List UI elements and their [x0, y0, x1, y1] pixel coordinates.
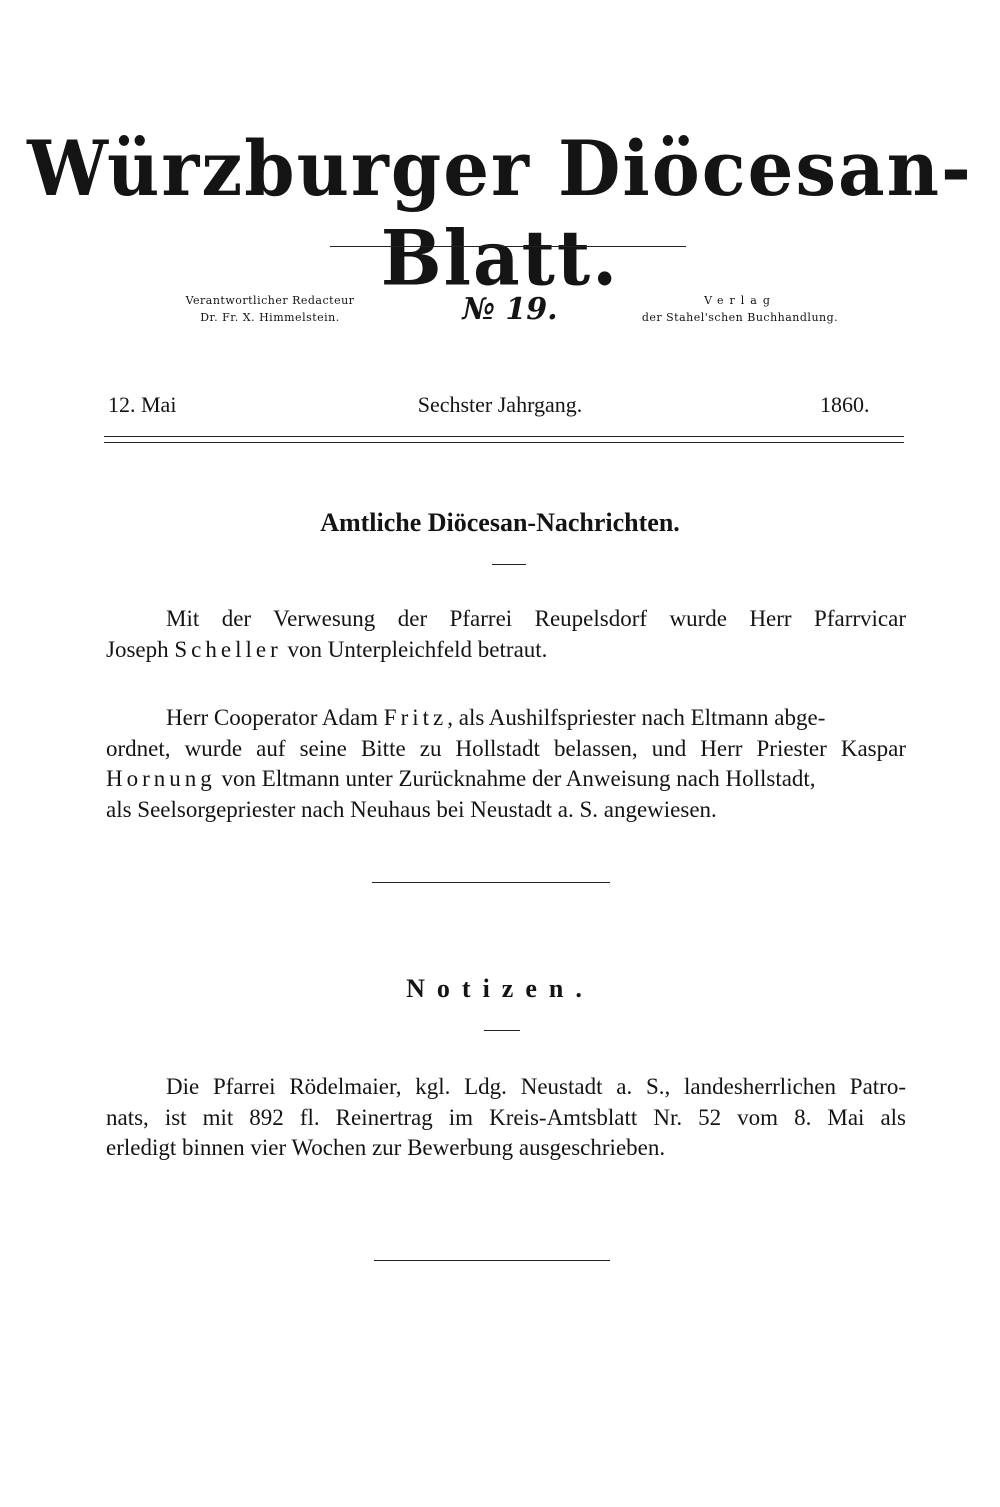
text-fragment: Herr Cooperator Adam: [166, 705, 384, 730]
section-title-rule: [484, 1030, 520, 1031]
section-divider: [372, 882, 610, 883]
publisher-label: Verlag: [704, 294, 776, 307]
paragraph-line: erledigt binnen vier Wochen zur Bewerbung ausgeschrieben.: [106, 1135, 666, 1160]
paragraph-line: ordnet, wurde auf seine Bitte zu Hollstadt belassen, und Herr Priester Kaspar: [106, 735, 906, 761]
section-title-notices: Notizen.: [406, 974, 594, 1003]
paragraph-cooperator: [106, 703, 906, 825]
publisher-name: der Stahel'schen Buchhandlung.: [641, 311, 839, 324]
masthead-title: Würzburger Diöcesan-Blatt.: [27, 123, 973, 303]
paragraph-line: Die Pfarrei Rödelmaier, kgl. Ldg. Neustadt a. S., landesherrlichen Patro-: [166, 1074, 906, 1099]
text-fragment: von Eltmann unter Zurücknahme der Anweisung nach Hollstadt,: [215, 766, 816, 791]
paragraph-line: Mit der Verwesung der Pfarrei Reupelsdorf wurde Herr Pfarrvicar: [166, 606, 906, 631]
closing-divider: [374, 1260, 610, 1261]
text-fragment: , als Aushilfspriester nach Eltmann abge-: [447, 705, 826, 730]
dateline-rule-bottom: [104, 442, 904, 443]
masthead-rule: [330, 246, 686, 247]
issue-volume: Sechster Jahrgang.: [417, 392, 583, 417]
section-title-rule: [492, 564, 526, 565]
editor-label: Verantwortlicher Redacteur: [185, 294, 355, 307]
person-name: Fritz: [383, 705, 448, 730]
text-fragment: Joseph: [106, 636, 175, 662]
paragraph-verwesung: [106, 604, 906, 665]
paragraph-line: [106, 764, 906, 795]
person-name: Hornung: [106, 766, 216, 791]
paragraph-line: [106, 635, 906, 666]
issue-date: 12. Mai: [108, 392, 177, 417]
text-fragment: von Unterpleichfeld betraut.: [281, 636, 548, 662]
section-title-official: Amtliche Diöcesan-Nachrichten.: [320, 508, 680, 537]
person-name: Scheller: [174, 636, 282, 662]
paragraph-line: [106, 703, 906, 734]
editor-block: [150, 292, 390, 326]
editor-name: Dr. Fr. X. Himmelstein.: [200, 311, 340, 324]
dateline-rule-top: [104, 436, 904, 437]
issue-number: № 19.: [462, 292, 558, 327]
issue-year: 1860.: [820, 392, 870, 417]
paragraph-roedelmaier: [106, 1072, 906, 1164]
paragraph-line: als Seelsorgepriester nach Neuhaus bei Neustadt a. S. angewiesen.: [106, 796, 717, 822]
publisher-block: [620, 292, 860, 326]
paragraph-line: nats, ist mit 892 fl. Reinertrag im Kreis-Amtsblatt Nr. 52 vom 8. Mai als: [106, 1104, 906, 1130]
